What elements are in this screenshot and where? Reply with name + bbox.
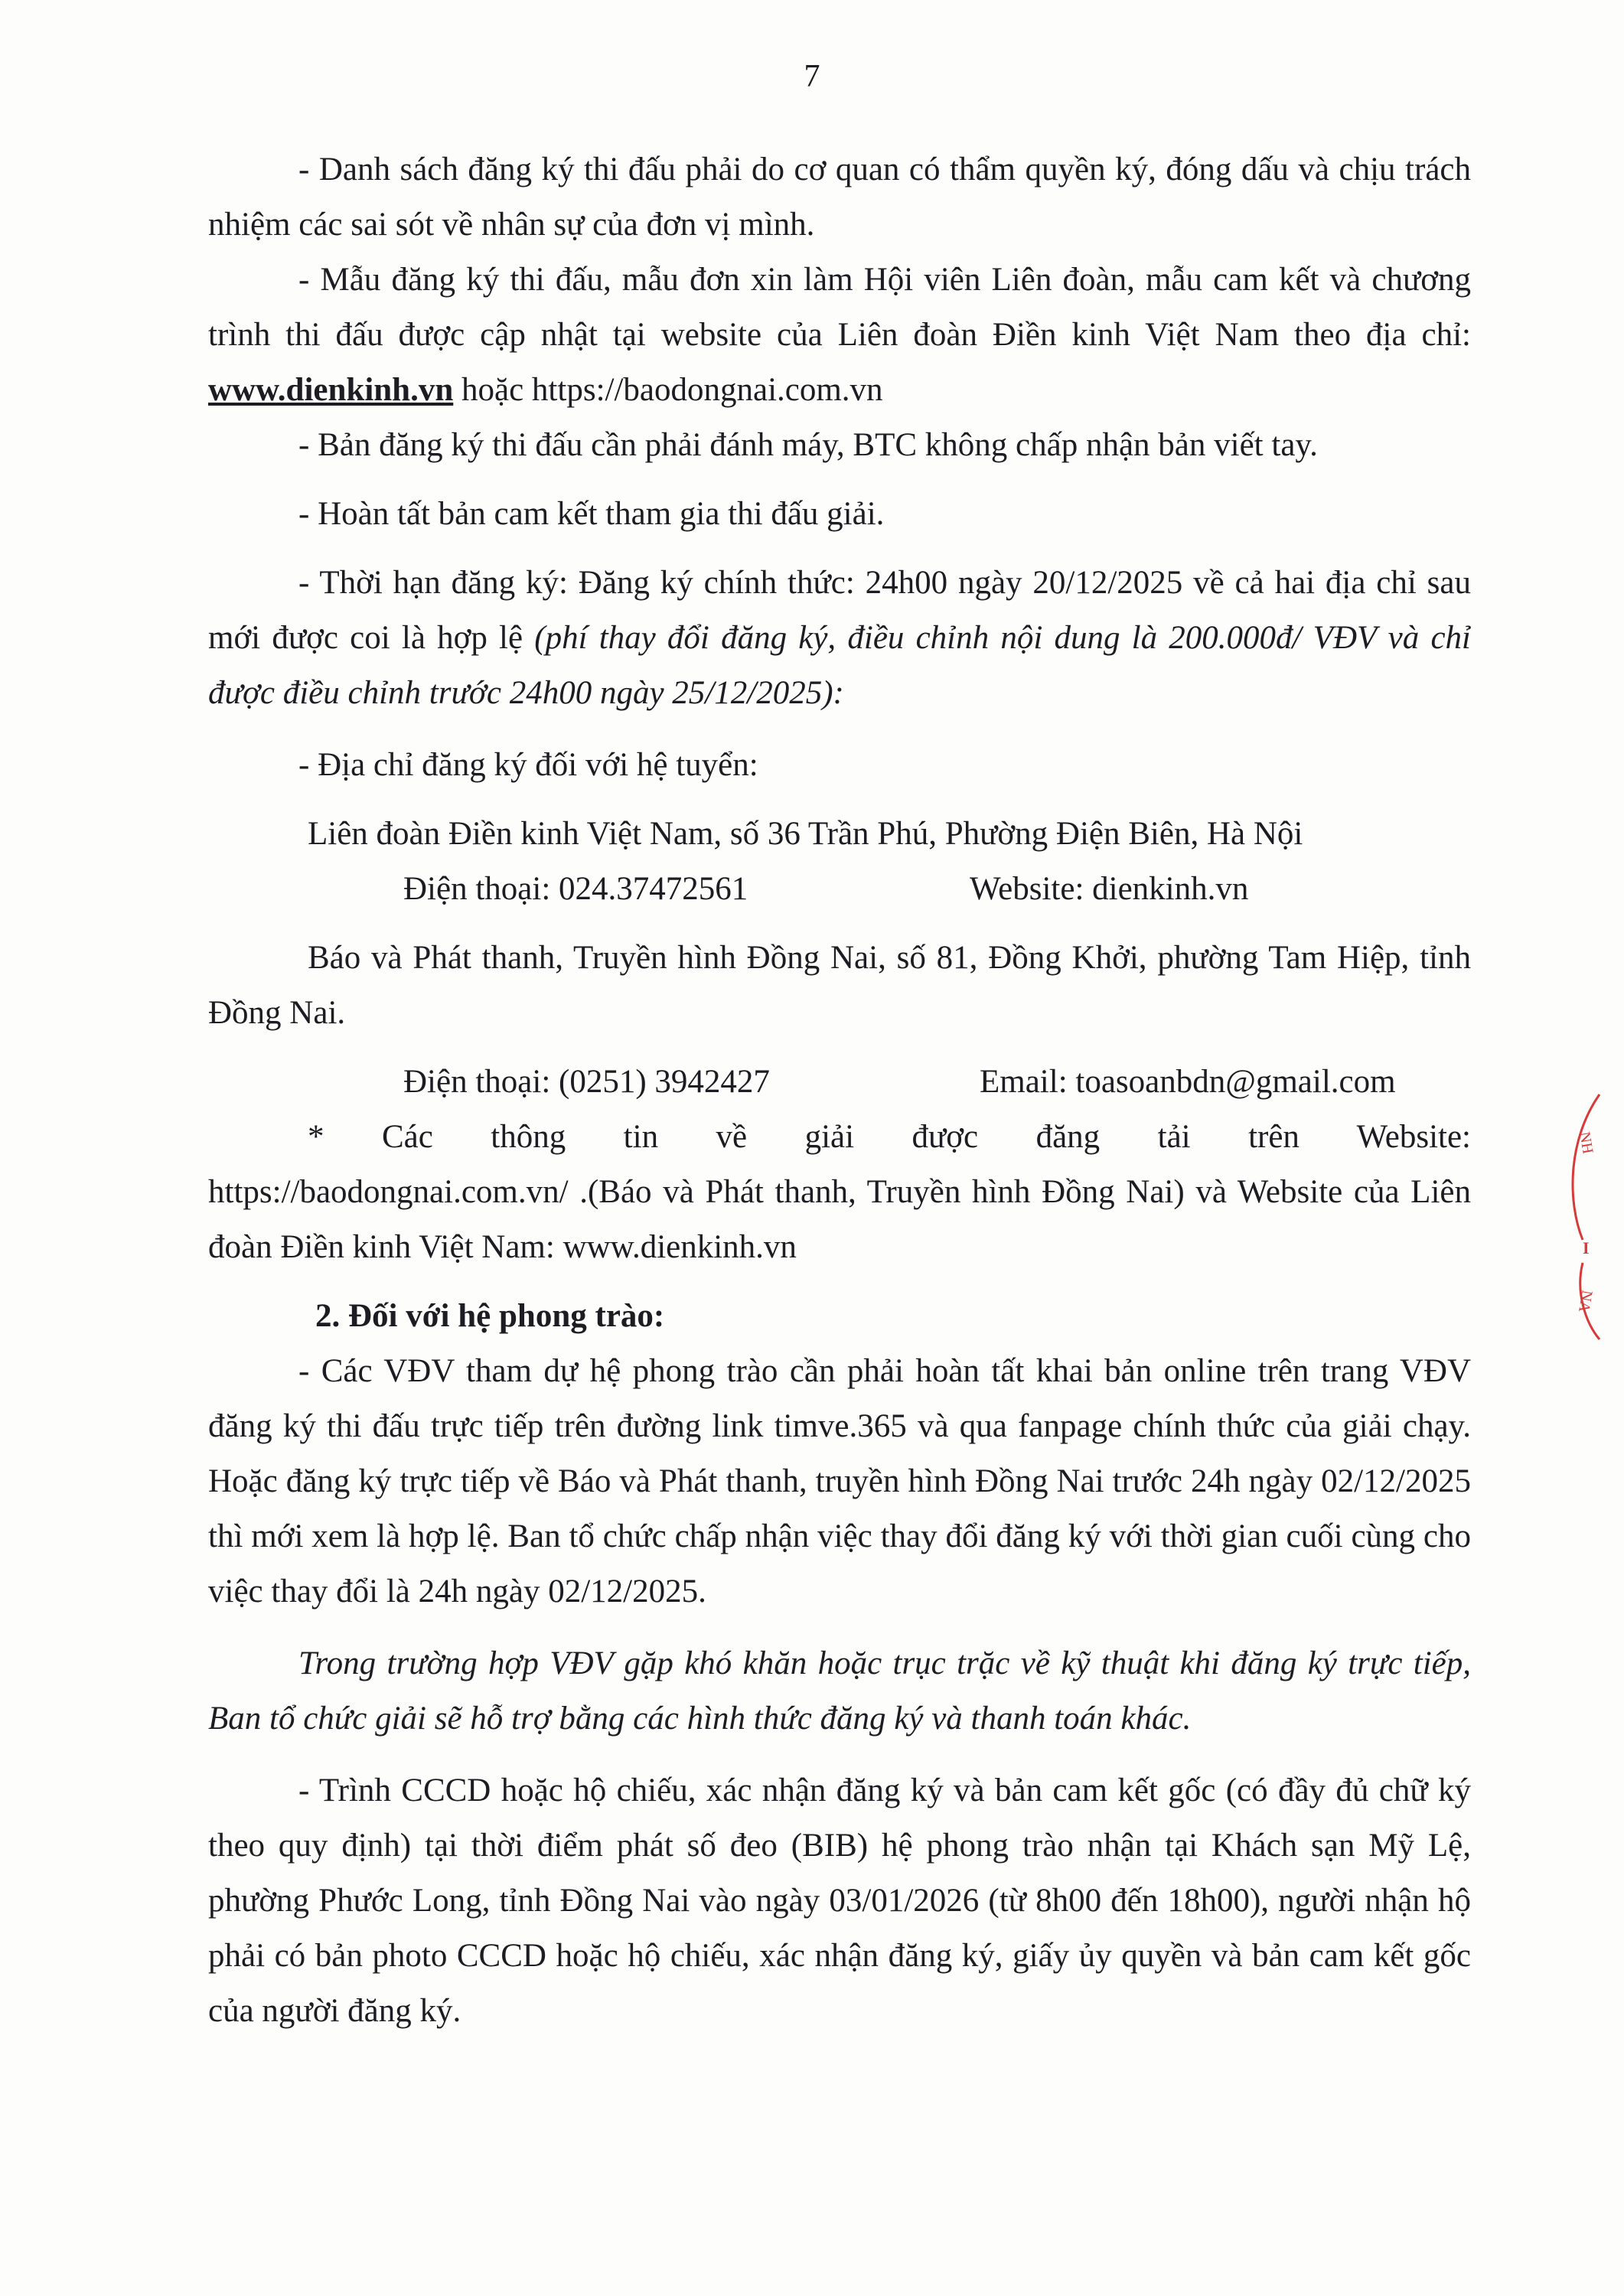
phone-dongnai: Điện thoại: (0251) 3942427 — [403, 1064, 770, 1100]
paragraph-online-registration — [208, 1344, 1471, 1619]
paragraph-text: - Thời hạn đăng ký: Đăng ký chính thức: 24h00 ngày 20/12/2025 về cả hai địa chỉ sau mới được coi là hợp lệ — [208, 565, 1471, 656]
paragraph-text: - Các VĐV tham dự hệ phong trào cần phải hoàn tất khai bản online trên trang VĐV đăng ký thi đấu trực tiếp trên đường link timve.365 và qua fanpage chính thức của giải chạy. Hoặc đăng ký trực tiếp về Báo và Phát thanh, truyền hình Đồng Nai trước 24h ngày 02/12/2025 thì mới xem là hợp lệ. Ban tổ chức chấp nhận việc thay đổi đăng ký với thời gian cuối cùng cho việc thay đổi là 24h ngày 02/12/2025. — [208, 1353, 1471, 1609]
paragraph-text: - Hoàn tất bản cam kết tham gia thi đấu giải. — [298, 496, 885, 532]
paragraph-typed-form — [208, 418, 1471, 473]
paragraph-text: Trong trường hợp VĐV gặp khó khăn hoặc trục trặc về kỹ thuật khi đăng ký trực tiếp, Ban tổ chức giải sẽ hỗ trợ bằng các hình thức đăng ký và thanh toán khác. — [208, 1645, 1471, 1737]
paragraph-text: - Danh sách đăng ký thi đấu phải do cơ quan có thẩm quyền ký, đóng dấu và chịu trách nhiệm các sai sót về nhân sự của đơn vị mình. — [208, 152, 1471, 243]
info-line-first — [208, 1110, 1471, 1165]
paragraph-text: - Bản đăng ký thi đấu cần phải đánh máy, BTC không chấp nhận bản viết tay. — [298, 427, 1318, 463]
address-text: Liên đoàn Điền kinh Việt Nam, số 36 Trần Phú, Phường Điện Biên, Hà Nội — [308, 816, 1303, 852]
info-line-rest — [208, 1165, 1471, 1275]
seal-text-top: NH — [1576, 1130, 1596, 1156]
contact-row-vaf — [208, 862, 1471, 917]
address-dongnai — [208, 931, 1471, 1041]
email-dongnai[interactable]: Email: toasoanbdn@gmail.com — [980, 1064, 1396, 1100]
paragraph-text: hoặc https://baodongnai.com.vn — [453, 372, 883, 408]
address-text: Báo và Phát thanh, Truyền hình Đồng Nai, số 81, Đồng Khởi, phường Tam Hiệp, tỉnh Đồng Nai. — [208, 940, 1471, 1031]
address-vaf — [208, 807, 1471, 862]
paragraph-deadline — [208, 556, 1471, 721]
paragraph-text: - Trình CCCD hoặc hộ chiếu, xác nhận đăng ký và bản cam kết gốc (có đầy đủ chữ ký theo quy định) tại thời điểm phát số đeo (BIB) hệ phong trào nhận tại Khách sạn Mỹ Lệ, phường Phước Long, tỉnh Đồng Nai vào ngày 03/01/2026 (từ 8h00 đến 18h00), người nhận hộ phải có bản photo CCCD hoặc hộ chiếu, xác nhận đăng ký, giấy ủy quyền và bản cam kết gốc của người đăng ký. — [208, 1773, 1471, 2029]
seal-text-mid: I — [1583, 1238, 1590, 1257]
seal-text-bot: NA — [1575, 1289, 1596, 1314]
paragraph-text: - Địa chỉ đăng ký đối với hệ tuyển: — [298, 747, 758, 783]
paragraph-fee-note: (phí thay đổi đăng ký, điều chỉnh nội dung là 200.000đ/ VĐV và chỉ được điều chỉnh trước 24h00 ngày 25/12/2025): — [208, 620, 1471, 711]
page-number: 7 — [804, 59, 820, 94]
contact-row-dongnai — [208, 1055, 1471, 1110]
paragraph-text: - Mẫu đăng ký thi đấu, mẫu đơn xin làm Hội viên Liên đoàn, mẫu cam kết và chương trình thi đấu được cập nhật tại website của Liên đoàn Điền kinh Việt Nam theo địa chỉ: — [208, 262, 1471, 353]
paragraph-text: * Các thông tin về giải được đăng tải trên Website: — [308, 1119, 1471, 1155]
red-seal-fragment — [1552, 1087, 1606, 1347]
paragraph-commitment — [208, 487, 1471, 542]
seal-arc-top — [1573, 1094, 1600, 1240]
phone-vaf: Điện thoại: 024.37472561 — [403, 871, 748, 907]
section-heading-movement: 2. Đối với hệ phong trào: — [315, 1298, 665, 1334]
paragraph-bib-pickup — [208, 1763, 1471, 2039]
dienkinh-link[interactable]: www.dienkinh.vn — [208, 372, 454, 408]
paragraph-registration-list — [208, 142, 1471, 253]
document-body — [208, 142, 1471, 2039]
paragraph-support-note — [208, 1636, 1471, 1746]
paragraph-address-heading — [208, 738, 1471, 793]
paragraph-registration-forms — [208, 253, 1471, 418]
website-vaf[interactable]: Website: dienkinh.vn — [970, 871, 1249, 907]
paragraph-text: https://baodongnai.com.vn/ .(Báo và Phát thanh, Truyền hình Đồng Nai) và Website của Liên đoàn Điền kinh Việt Nam: www.dienkinh.vn — [208, 1174, 1471, 1265]
